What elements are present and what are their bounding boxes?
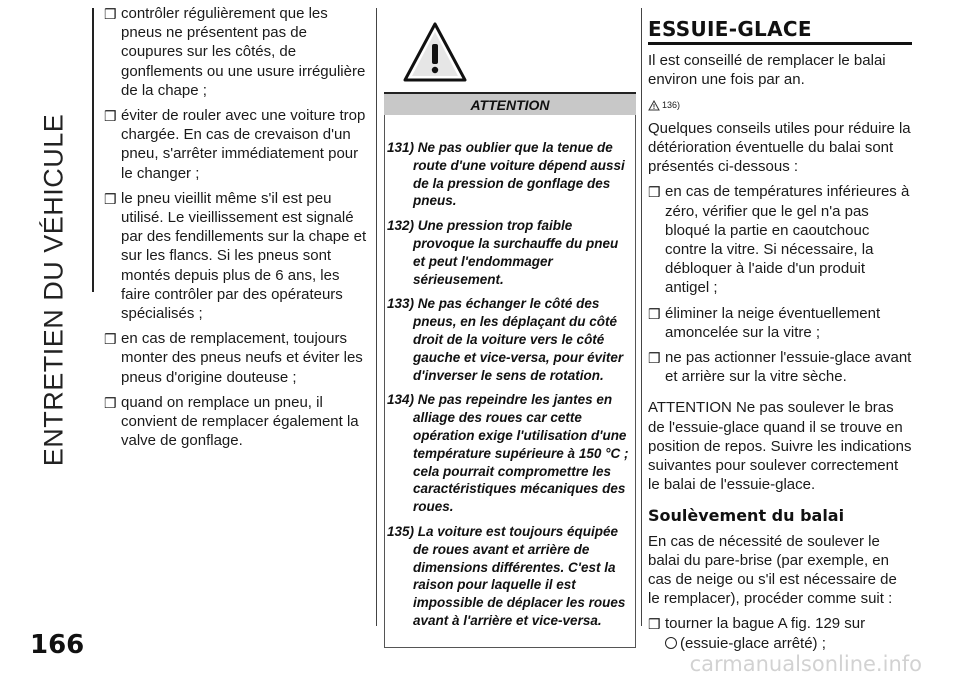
warning-item: 132) Une pression trop faible provoque la surchauffe du pneu et peut l'endommager sérieusement. [387,218,619,287]
checkbox-bullet-icon: ❒ [648,305,661,322]
paragraph: Il est conseillé de remplacer le balai environ une fois par an. [648,52,886,89]
paragraph: En cas de nécessité de soulever le balai du pare-brise (par exemple, en cas de neige ou s'il est nécessaire de le remplacer), procéder comme suit : [648,532,897,608]
checkbox-bullet-icon: ❒ [104,331,117,348]
warning-item: 134) Ne pas repeindre les jantes en alliage des roues car cette opération exige l'utilisation d'une température supérieure à 150 °C ; cela pourrait compromettre les caractéristiques mécaniques des roues. [387,392,629,515]
checkbox-bullet-icon: ❒ [104,108,117,125]
attention-paragraph: ATTENTION Ne pas soulever le bras de l'essuie-glace quand il se trouve en position de repos. Suivre les indications suivantes pour soulever correctement le balai de l'essuie-glace. [648,399,912,494]
warning-list [384,115,636,648]
off-position-icon [665,637,677,649]
warning-item: 133) Ne pas échanger le côté des pneus, en les déplaçant du côté droit de la voiture vers le côté gauche et vice-versa, pour éviter d'inverser le sens de rotation. [387,296,624,383]
section-heading: ESSUIE-GLACE [648,20,912,45]
subsection-heading: Soulèvement du balai [648,506,845,526]
list-item: ❒ en cas de températures inférieures à zéro, vérifier que le gel n'a pas bloqué la partie en caoutchouc contre la vitre. Si nécessaire, la débloquer à l'aide d'un produit antigel ; [648,183,910,297]
tyre-advice-column [104,4,372,456]
list-item: ❒ quand on remplace un pneu, il convient de remplacer également la valve de gonflage. [104,393,359,450]
checkbox-bullet-icon: ❒ [648,184,661,201]
warning-title: ATTENTION [384,92,636,115]
checkbox-bullet-icon: ❒ [104,190,117,207]
wiper-column [648,17,912,659]
list-item: ❒ en cas de remplacement, toujours monter des pneus neufs et éviter les pneus d'origine douteuse ; [104,330,363,386]
column-divider [376,8,377,626]
warning-item: 135) La voiture est toujours équipée de roues avant et arrière de dimensions différentes. C'est la raison pour laquelle il est impossible de déplacer les roues avant à l'arrière et vice-versa. [387,523,626,628]
column-divider [641,8,642,626]
list-item: ❒ éliminer la neige éventuellement amoncelée sur la vitre ; [648,304,881,341]
page-number: 166 [30,630,85,660]
warning-item: 131) Ne pas oublier que la tenue de route d'une voiture dépend aussi de la pression de gonflage des pneus. [387,140,625,209]
section-divider [92,8,94,292]
list-item: ❒ tourner la bague A fig. 129 sur (essuie-glace arrêté) ; [648,615,866,652]
section-title: ENTRETIEN DU VÉHICULE [38,113,69,467]
warning-box [384,20,636,648]
paragraph: Quelques conseils utiles pour réduire la détérioration éventuelle du balai sont présentés ci-dessous : [648,119,911,176]
list-item: ❒ ne pas actionner l'essuie-glace avant et arrière sur la vitre sèche. [648,349,912,386]
watermark: carmanualsonline.info [689,652,922,676]
note-reference: 136) [648,96,912,115]
checkbox-bullet-icon: ❒ [104,6,117,22]
checkbox-bullet-icon: ❒ [648,350,661,367]
list-item: ❒ contrôler régulièrement que les pneus ne présentent pas de coupures sur les côtés, de gonflements ou une usure irrégulière de la chape ; [104,5,366,99]
list-item: ❒ éviter de rouler avec une voiture trop chargée. En cas de crevaison d'un pneu, s'arrêter immédiatement pour le changer ; [104,107,366,182]
warning-triangle-icon [402,20,636,90]
checkbox-bullet-icon: ❒ [104,394,117,411]
list-item: ❒ le pneu vieillit même s'il est peu utilisé. Le vieillissement est signalé par des fendillements sur la chape et sur les flancs. Si les pneus sont montés depuis plus de 6 ans, les faire contrôler par des opérateurs spécialisés ; [104,189,367,323]
checkbox-bullet-icon: ❒ [648,616,661,633]
note-warning-icon [648,100,660,111]
